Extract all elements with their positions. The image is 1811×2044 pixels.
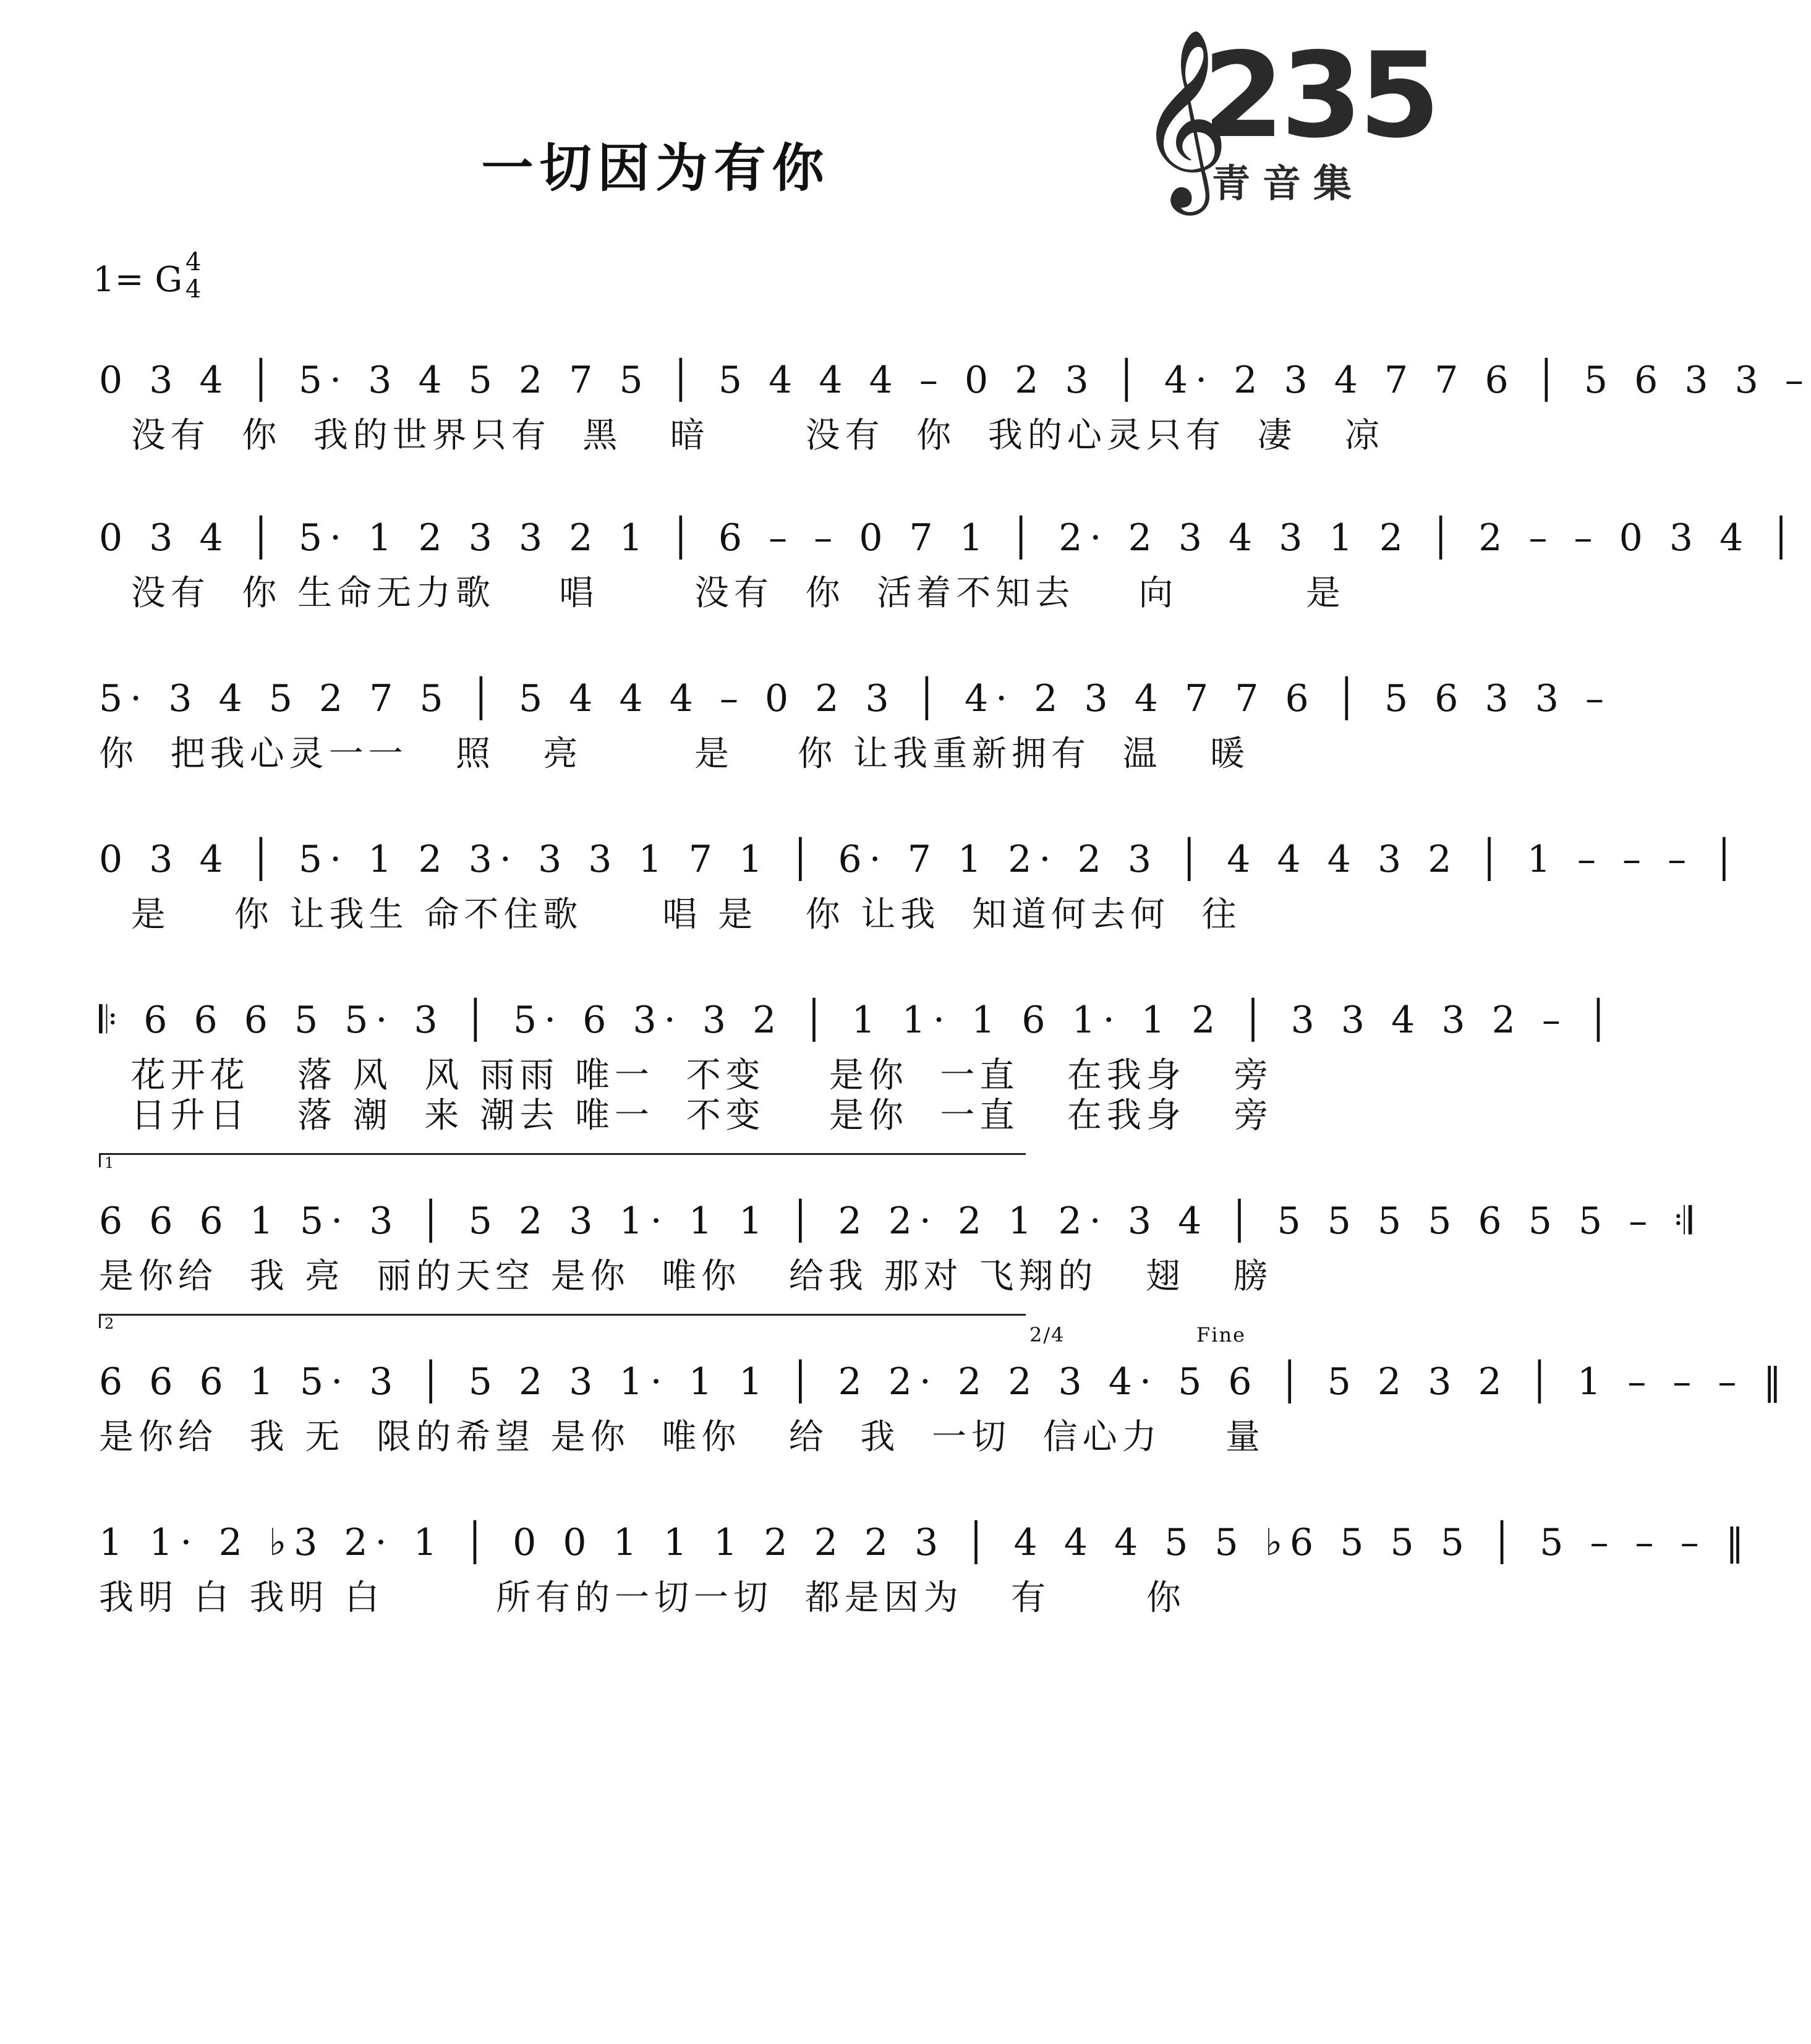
notes-line: 0 3 4 │ 5· 1 2 3· 3 3 1 7 1 │ 6· 7 1 2· 2 3 │ 4 4 4 3 2 │ 1 – – – │ [99,838,1743,881]
lyrics-line: 是 你 让我生 命不住歌 唱 是 你 让我 知道何去何 往 [99,895,1242,935]
ending-number: 2 [104,1315,114,1332]
lyrics-line: 我明 白 我明 白 所有的一切一切 都是因为 有 你 [99,1578,1186,1618]
notes-line: 𝄆 6 6 6 5 5· 3 │ 5· 6 3· 3 2 │ 1 1· 1 6 1· 1 2 │ 3 3 4 3 2 – │ [99,999,1617,1042]
second-ending-bracket [99,1314,1026,1332]
time-signature [185,249,201,303]
ending-number: 1 [104,1154,114,1172]
treble-clef-icon: 𝄞 [1138,27,1229,207]
lyrics-line: 没有 你 我的世界只有 黑 暗 没有 你 我的心灵只有 凄 凉 [99,415,1384,456]
lyrics-line: 你 把我心灵一一 照 亮 是 你 让我重新拥有 温 暖 [99,734,1250,774]
lyrics-line: 是你给 我 无 限的希望 是你 唯你 给 我 一切 信心力 量 [99,1417,1265,1457]
key-label: 1= G [93,260,183,300]
lyrics-line: 是你给 我 亮 丽的天空 是你 唯你 给我 那对 飞翔的 翅 膀 [99,1256,1273,1297]
notes-line: 6 6 6 1 5· 3 │ 5 2 3 1· 1 1 │ 2 2· 2 2 3 4· 5 6 │ 5 2 3 2 │ 1 – – – ‖ [99,1360,1789,1403]
notes-line: 1 1· 2 ♭3 2· 1 │ 0 0 1 1 1 2 2 2 3 │ 4 4 4 5 5 ♭6 5 5 5 │ 5 – – – ‖ [99,1521,1752,1564]
notes-line: 0 3 4 │ 5· 1 2 3 3 2 1 │ 6 – – 0 7 1 │ 2· 2 3 4 3 1 2 │ 2 – – 0 3 4 │ [99,516,1800,560]
notes-line: 0 3 4 │ 5· 3 4 5 2 7 5 │ 5 4 4 4 – 0 2 3 │ 4· 2 3 4 7 7 6 │ 5 6 3 3 – [99,359,1811,402]
meter-change-label: 2/4 [1029,1323,1065,1347]
notes-line: 5· 3 4 5 2 7 5 │ 5 4 4 4 – 0 2 3 │ 4· 2 3 4 7 7 6 │ 5 6 3 3 – [99,677,1611,720]
key-signature [93,248,202,304]
notes-line: 6 6 6 1 5· 3 │ 5 2 3 1· 1 1 │ 2 2· 2 1 2· 3 4 │ 5 5 5 5 6 5 5 – 𝄇 [99,1199,1700,1243]
lyrics-line-verse-1: 花开花 落 风 风 雨雨 唯一 不变 是你 一直 在我身 旁 [99,1055,1274,1096]
time-bottom: 4 [185,275,202,304]
logo-number: 235 [1203,27,1437,164]
logo-subtitle: 青音集 [1212,161,1365,206]
lyrics-line: 没有 你 生命无力歌 唱 没有 你 活着不知去 向 是 [99,573,1345,613]
song-title: 一切因为有你 [481,138,830,198]
time-top: 4 [185,248,202,276]
fine-label: Fine [1196,1323,1246,1347]
lyrics-line-verse-2: 日升日 落 潮 来 潮去 唯一 不变 是你 一直 在我身 旁 [99,1096,1274,1136]
first-ending-bracket [99,1153,1026,1172]
